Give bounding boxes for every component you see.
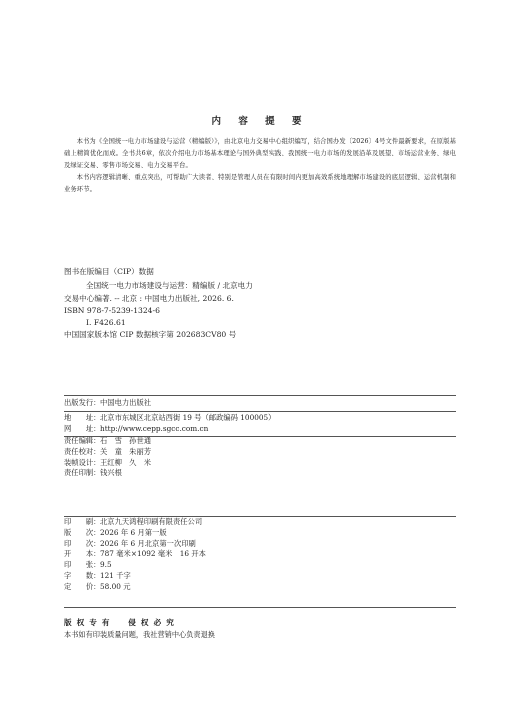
print-manager-value: 钱兴根 — [100, 468, 122, 478]
format-value: 787 毫米×1092 毫米 16 开本 — [100, 549, 206, 559]
publisher-label: 出版发行： — [64, 398, 101, 407]
address-value: 北京市东城区北京站西街 19 号（邮政编码 100005） — [100, 413, 276, 422]
sheets-label: 印 张： — [64, 560, 101, 570]
divider-bottom — [64, 607, 456, 608]
printer-label: 印 刷： — [64, 517, 101, 526]
printer-value: 北京九天鸿程印刷有限责任公司 — [100, 517, 203, 526]
edition-row — [64, 528, 456, 539]
cip-heading: 图书在版编目（CIP）数据 — [64, 267, 154, 276]
cip-line-4: Ⅰ. F426.61 — [86, 318, 126, 328]
editor-label: 责任编辑： — [64, 436, 101, 445]
word-count-row — [64, 571, 456, 582]
print-manager-row — [64, 468, 456, 479]
publisher-block — [64, 398, 456, 409]
cip-line-3: ISBN 978-7-5239-1324-6 — [64, 305, 160, 315]
address-row — [64, 413, 456, 424]
print-manager-label: 责任印制： — [64, 468, 101, 478]
cip-line-5: 中国国家版本馆 CIP 数据核字第 202683CV80 号 — [64, 330, 237, 340]
impression-value: 2026 年 6 月北京第一次印刷 — [100, 538, 196, 548]
divider-top — [64, 395, 456, 396]
sheets-value: 9.5 — [100, 560, 112, 570]
publisher-value: 中国电力出版社 — [100, 398, 152, 407]
cip-line-1: 全国统一电力市场建设与运营：精编版 / 北京电力 — [86, 281, 253, 291]
cip-line-2: 交易中心编著. -- 北京 : 中国电力出版社, 2026. 6. — [64, 293, 234, 303]
address-label: 地 址： — [64, 413, 101, 422]
publisher-row — [64, 398, 456, 409]
publisher-details — [64, 413, 456, 435]
format-row — [64, 549, 456, 560]
impression-label: 印 次： — [64, 538, 101, 548]
designer-value: 王红柳 久 米 — [100, 457, 152, 467]
word-count-label: 字 数： — [64, 570, 101, 580]
designer-label: 装帧设计： — [64, 457, 101, 467]
designer-row — [64, 458, 456, 469]
summary-body — [64, 136, 456, 196]
sheets-row — [64, 560, 456, 571]
word-count-value: 121 千字 — [100, 570, 131, 580]
format-label: 开 本： — [64, 549, 101, 559]
staff-block — [64, 436, 456, 479]
proofreader-label: 责任校对： — [64, 446, 101, 456]
editor-value: 石 雪 孙世通 — [100, 436, 152, 445]
price-label: 定 价： — [64, 581, 101, 591]
impression-row — [64, 539, 456, 550]
proofreader-row — [64, 447, 456, 458]
price-row — [64, 582, 456, 593]
summary-paragraph-2: 本书内容逻辑清晰、重点突出，可帮助广大读者、特别是管理人员在有限时间内更加高效系统地理解市场建设的底层逻辑、运营机制和业务环节。 — [64, 174, 456, 193]
proofreader-value: 关 童 朱丽芳 — [100, 446, 152, 456]
price-value: 58.00 元 — [100, 581, 131, 591]
edition-value: 2026 年 6 月第一版 — [100, 527, 167, 537]
cip-block — [64, 266, 456, 342]
summary-title: 内 容 提 要 — [211, 116, 309, 127]
printing-block — [64, 517, 456, 593]
copyright-block — [64, 617, 456, 641]
website-row — [64, 424, 456, 435]
editor-row — [64, 436, 456, 447]
printer-row — [64, 517, 456, 528]
divider-publisher — [64, 411, 456, 412]
summary-paragraph-1: 本书为《全国统一电力市场建设与运营（精编版）》，由北京电力交易中心组织编写，结合国办发〔2026〕4号文件最新要求，在原版基础上精简优化而成。全书共6章，依次介绍电力市场基本理论与国外典型实践、我国统一电力市场的发展沿革及展望、市场运营业务、绿电及绿证交易、零售市场交易、电力交易平台。 — [64, 138, 456, 169]
copyright-heading: 版 权 专 有 侵 权 必 究 — [64, 618, 175, 627]
copyright-note: 本书如有印装质量问题，我社营销中心负责退换 — [64, 630, 215, 639]
website-link[interactable]: http://www.cepp.sgcc.com.cn — [100, 423, 209, 433]
website-label: 网 址： — [64, 423, 101, 433]
edition-label: 版 次： — [64, 527, 101, 537]
